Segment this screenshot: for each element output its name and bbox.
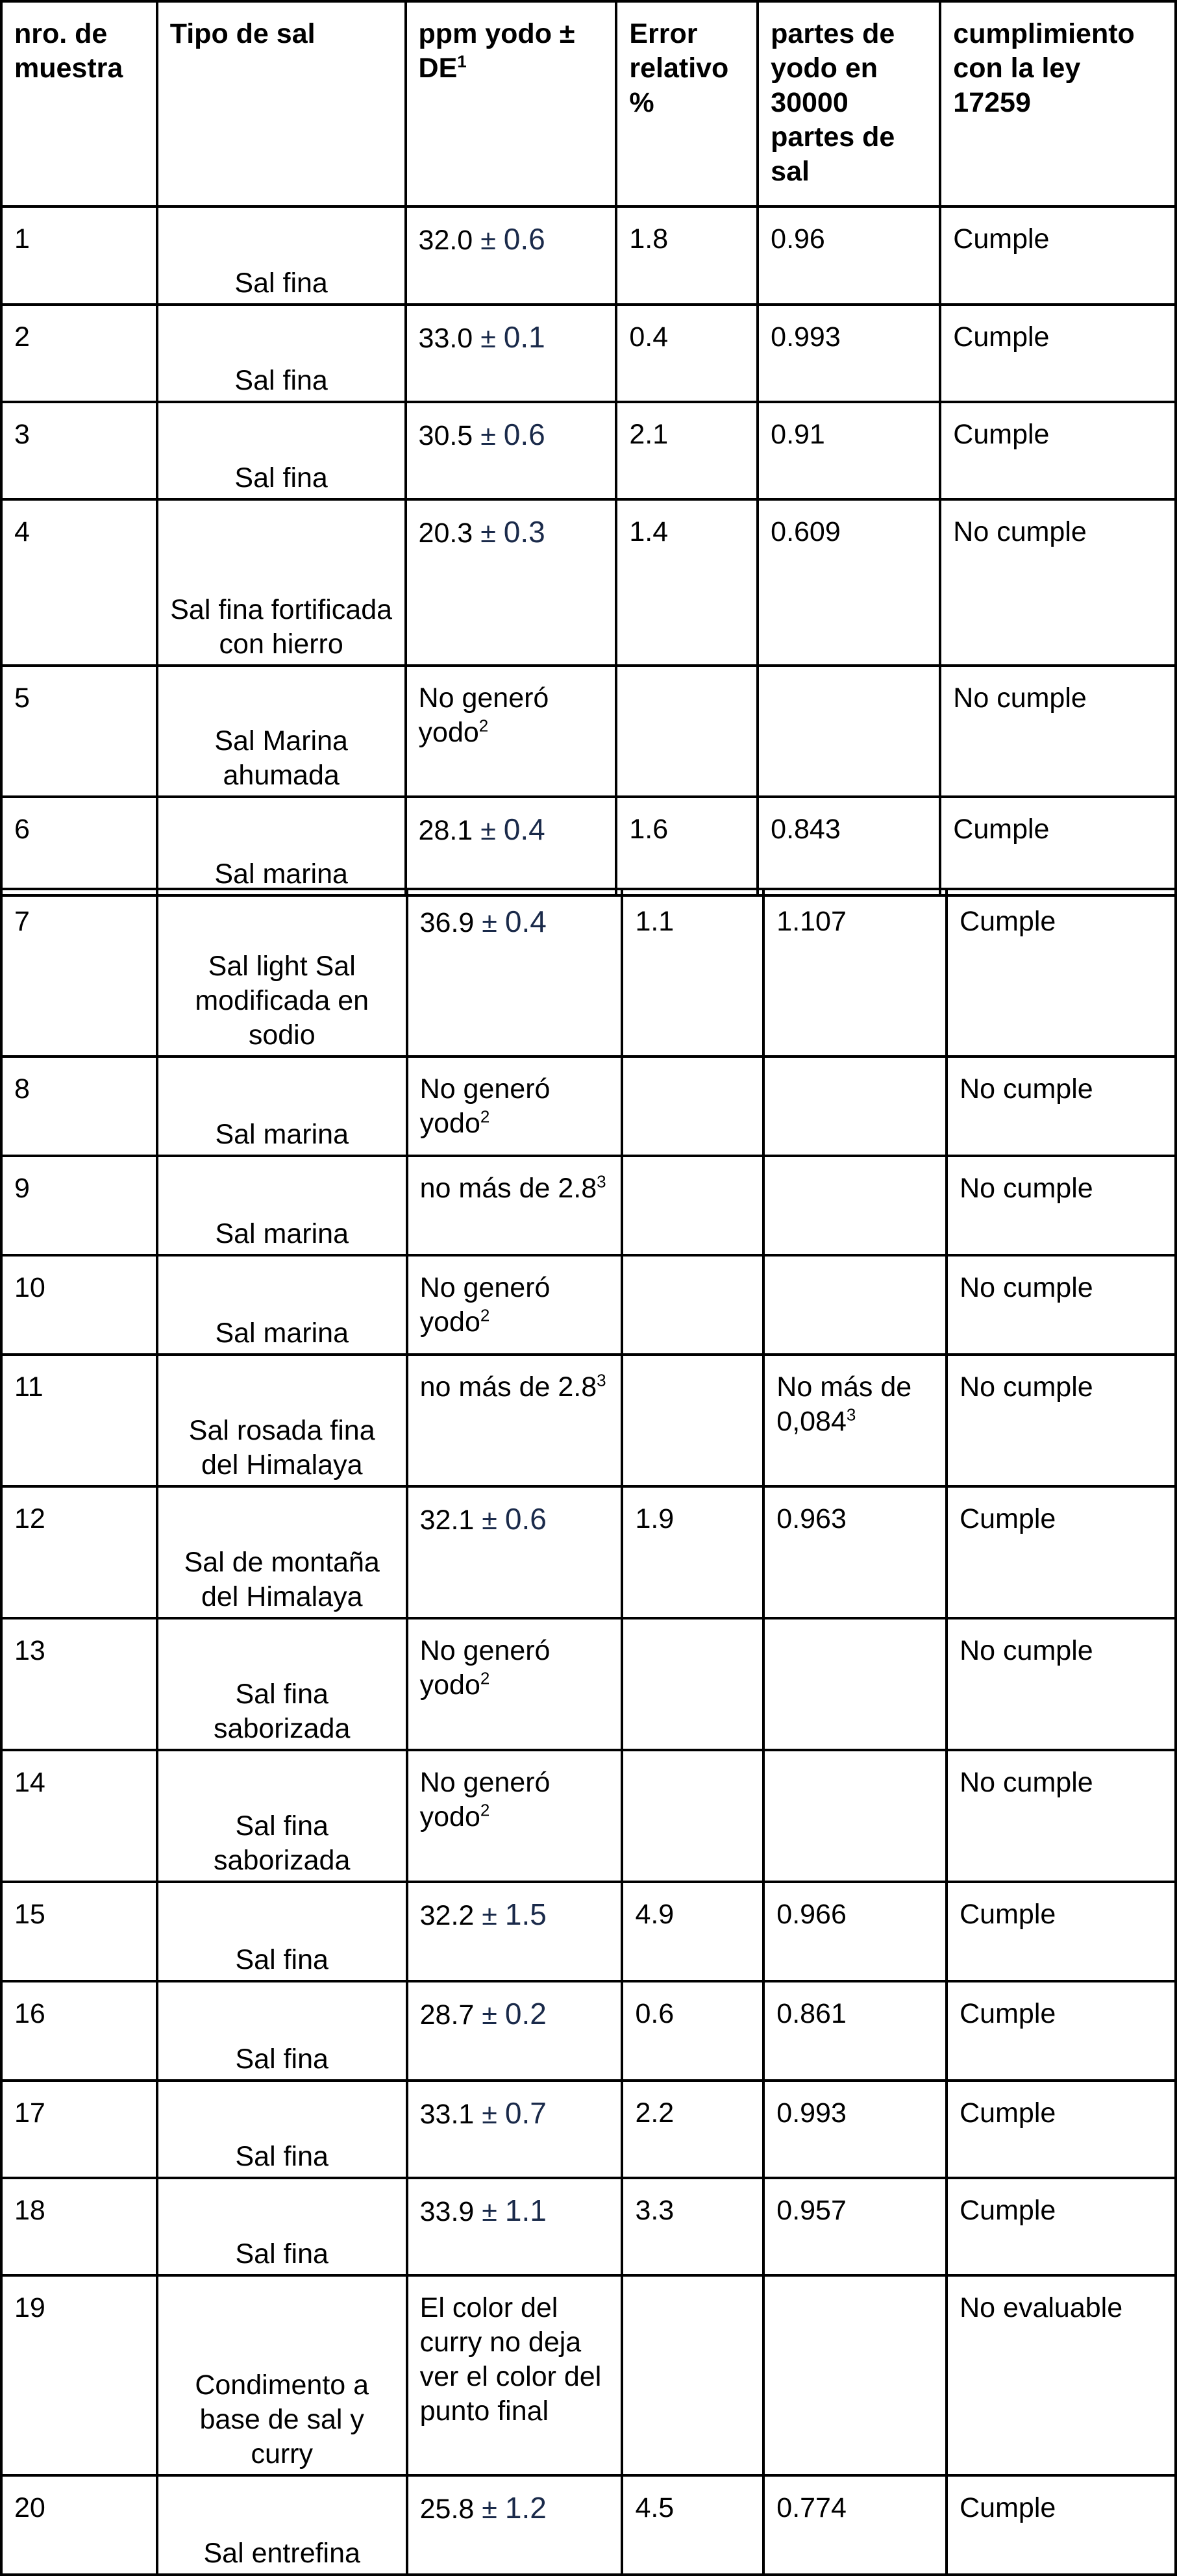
cell-muestra	[1, 1355, 157, 1486]
error-value: 1.6	[629, 814, 669, 845]
ppm-value: 32.1	[419, 1505, 475, 1536]
table-row	[1, 402, 1176, 499]
cell-error	[622, 1156, 763, 1255]
ppm-value: 28.1	[418, 815, 473, 846]
cell-error	[622, 1255, 763, 1355]
error-value: 2.2	[635, 2097, 675, 2129]
cumplimiento-status: Cumple	[960, 1998, 1056, 2029]
table-row	[1, 1486, 1176, 1618]
tipo-label: Sal marina	[215, 1218, 349, 1249]
cell-tipo	[157, 1486, 407, 1618]
cell-muestra	[1, 797, 157, 895]
ppm-value: 33.9	[419, 2196, 475, 2227]
cell-error	[622, 1981, 763, 2081]
cell-ppm	[407, 2275, 623, 2475]
cell-tipo	[157, 206, 406, 305]
cell-cumplimiento	[947, 1750, 1176, 1882]
cell-ppm	[407, 1156, 623, 1255]
cell-partes	[763, 2081, 947, 2178]
ppm-note: No generó yodo	[418, 682, 549, 748]
cell-ppm	[406, 797, 617, 895]
cumplimiento-status: Cumple	[960, 1503, 1056, 1534]
cell-partes	[763, 1750, 947, 1882]
table-row	[1, 2475, 1176, 2575]
cell-cumplimiento	[947, 2178, 1176, 2275]
cell-cumplimiento	[947, 2475, 1176, 2575]
table-row	[1, 305, 1176, 402]
table-row	[1, 2275, 1176, 2475]
cell-partes	[763, 1255, 947, 1355]
cell-partes	[763, 1486, 947, 1618]
ppm-note: No generó yodo	[419, 1073, 551, 1139]
header-cumplimiento: cumplimiento con la ley 17259	[940, 1, 1176, 206]
cumplimiento-status: No cumple	[960, 1371, 1093, 1403]
ppm-note: El color del curry no deja ver el color del punto final	[419, 2292, 602, 2427]
cell-ppm	[407, 1882, 623, 1981]
ppm-value: 33.1	[419, 2099, 475, 2130]
table-row	[1, 797, 1176, 895]
cell-partes	[763, 889, 947, 1057]
cell-error	[616, 305, 758, 402]
partes-value: 0.91	[771, 419, 825, 450]
cell-ppm	[406, 206, 617, 305]
ppm-value: 30.5	[418, 420, 473, 451]
cell-tipo	[157, 797, 406, 895]
table-row	[1, 1750, 1176, 1882]
tipo-label: Condimento a base de sal y curry	[195, 2370, 369, 2470]
cell-ppm	[407, 1618, 623, 1750]
cumplimiento-status: Cumple	[960, 1899, 1056, 1930]
cell-muestra	[1, 206, 157, 305]
muestra-number: 19	[14, 2292, 45, 2323]
muestra-number: 2	[14, 321, 30, 353]
cell-error	[622, 1882, 763, 1981]
ppm-value: 33.0	[418, 323, 473, 354]
cell-partes	[763, 1355, 947, 1486]
cell-muestra	[1, 1981, 157, 2081]
cell-tipo	[157, 1981, 407, 2081]
error-value: 1.1	[635, 906, 675, 937]
ppm-sd: 0.6	[503, 222, 545, 256]
cell-cumplimiento	[947, 2081, 1176, 2178]
cell-muestra	[1, 1750, 157, 1882]
cell-tipo	[157, 1618, 407, 1750]
cell-ppm	[407, 1355, 623, 1486]
ppm-footnote: 2	[480, 1305, 490, 1325]
cell-tipo	[157, 305, 406, 402]
cell-cumplimiento	[947, 1618, 1176, 1750]
ppm-sd: 0.2	[504, 1997, 547, 2031]
cumplimiento-status: Cumple	[953, 321, 1050, 353]
cell-partes	[758, 666, 940, 797]
table-row	[1, 1618, 1176, 1750]
cell-muestra	[1, 1156, 157, 1255]
cumplimiento-status: Cumple	[960, 2492, 1056, 2523]
cell-ppm	[407, 1255, 623, 1355]
ppm-sd: 0.3	[503, 515, 545, 549]
cell-ppm	[406, 305, 617, 402]
cell-muestra	[1, 1882, 157, 1981]
muestra-number: 12	[14, 1503, 45, 1534]
cumplimiento-status: No cumple	[960, 1173, 1093, 1204]
ppm-footnote: 2	[480, 1107, 490, 1127]
ppm-plusminus: ±	[480, 323, 496, 354]
cell-cumplimiento	[940, 206, 1176, 305]
cumplimiento-status: Cumple	[960, 906, 1056, 937]
ppm-note: No generó yodo	[419, 1272, 551, 1338]
cell-tipo	[157, 666, 406, 797]
cell-error	[622, 2475, 763, 2575]
cell-cumplimiento	[947, 1486, 1176, 1618]
cell-tipo	[157, 1057, 407, 1156]
ppm-note: no más de 2.8	[419, 1371, 597, 1403]
cell-partes	[758, 305, 940, 402]
cumplimiento-status: No cumple	[960, 1272, 1093, 1303]
cell-cumplimiento	[947, 1355, 1176, 1486]
cell-muestra	[1, 1486, 157, 1618]
cell-cumplimiento	[947, 1882, 1176, 1981]
muestra-number: 15	[14, 1899, 45, 1930]
error-value: 4.5	[635, 2492, 675, 2523]
cell-cumplimiento	[947, 1981, 1176, 2081]
cell-partes	[758, 499, 940, 666]
ppm-value: 36.9	[419, 907, 475, 938]
cell-muestra	[1, 2275, 157, 2475]
cumplimiento-status: No cumple	[960, 1767, 1093, 1798]
muestra-number: 10	[14, 1272, 45, 1303]
tipo-label: Sal marina	[215, 1119, 349, 1150]
cell-tipo	[157, 889, 407, 1057]
muestra-number: 4	[14, 516, 30, 547]
cell-cumplimiento	[940, 402, 1176, 499]
cell-ppm	[406, 499, 617, 666]
header-partes: partes de yodo en 30000 partes de sal	[758, 1, 940, 206]
cell-muestra	[1, 2475, 157, 2575]
error-value: 1.8	[629, 223, 669, 255]
ppm-note: No generó yodo	[419, 1635, 551, 1701]
partes-value: 0.993	[771, 321, 841, 353]
table-row	[1, 889, 1176, 1057]
cumplimiento-status: Cumple	[953, 419, 1050, 450]
muestra-number: 18	[14, 2195, 45, 2226]
ppm-note: no más de 2.8	[419, 1173, 597, 1204]
cell-error	[622, 2081, 763, 2178]
ppm-value: 20.3	[418, 518, 473, 549]
cumplimiento-status: Cumple	[960, 2097, 1056, 2129]
partes-value: 1.107	[776, 906, 847, 937]
cell-error	[616, 206, 758, 305]
muestra-number: 20	[14, 2492, 45, 2523]
cell-tipo	[157, 1255, 407, 1355]
table-row	[1, 666, 1176, 797]
ppm-footnote: 3	[597, 1171, 606, 1192]
error-value: 2.1	[629, 419, 669, 450]
cell-error	[622, 2275, 763, 2475]
partes-value: 0.993	[776, 2097, 847, 2129]
ppm-plusminus: ±	[482, 1505, 497, 1536]
tipo-label: Sal fina	[235, 2141, 328, 2172]
cell-error	[616, 402, 758, 499]
cell-partes	[763, 1618, 947, 1750]
ppm-sd: 0.7	[504, 2096, 547, 2130]
error-value: 1.4	[629, 516, 669, 547]
table-row	[1, 1057, 1176, 1156]
partes-value: 0.96	[771, 223, 825, 255]
cell-muestra	[1, 889, 157, 1057]
cell-tipo	[157, 402, 406, 499]
muestra-number: 9	[14, 1173, 30, 1204]
muestra-number: 8	[14, 1073, 30, 1105]
ppm-plusminus: ±	[482, 1999, 497, 2031]
ppm-sd: 0.6	[503, 418, 545, 451]
cell-tipo	[157, 1882, 407, 1981]
tipo-label: Sal fina saborizada	[214, 1810, 351, 1876]
cumplimiento-status: No cumple	[960, 1073, 1093, 1105]
cell-ppm	[407, 1057, 623, 1156]
salt-iodine-table-part2	[0, 888, 1177, 2576]
cell-error	[622, 1750, 763, 1882]
muestra-number: 1	[14, 223, 30, 255]
ppm-plusminus: ±	[480, 225, 496, 256]
cell-error	[616, 666, 758, 797]
cell-partes	[763, 1057, 947, 1156]
ppm-plusminus: ±	[482, 2196, 497, 2227]
cell-tipo	[157, 2475, 407, 2575]
muestra-number: 5	[14, 682, 30, 714]
partes-value: 0.774	[776, 2492, 847, 2523]
tipo-label: Sal marina	[214, 858, 348, 890]
table-row	[1, 206, 1176, 305]
ppm-footnote: 2	[480, 1800, 490, 1820]
cell-cumplimiento	[947, 2275, 1176, 2475]
muestra-number: 17	[14, 2097, 45, 2129]
partes-value: No más de 0,084	[776, 1371, 912, 1437]
ppm-sd: 1.5	[504, 1897, 547, 1931]
ppm-sd: 1.1	[504, 2194, 547, 2227]
ppm-plusminus: ±	[482, 907, 497, 938]
cell-partes	[763, 2275, 947, 2475]
cell-cumplimiento	[940, 797, 1176, 895]
ppm-value: 32.2	[419, 1900, 475, 1931]
table-row	[1, 1355, 1176, 1486]
cell-partes	[758, 402, 940, 499]
partes-value: 0.966	[776, 1899, 847, 1930]
muestra-number: 3	[14, 419, 30, 450]
cumplimiento-status: No cumple	[960, 1635, 1093, 1666]
table-row	[1, 2081, 1176, 2178]
cell-error	[616, 499, 758, 666]
cell-ppm	[407, 2475, 623, 2575]
tipo-label: Sal de montaña del Himalaya	[184, 1547, 380, 1612]
ppm-plusminus: ±	[482, 2494, 497, 2525]
header-row	[1, 1, 1176, 206]
ppm-plusminus: ±	[480, 815, 496, 846]
header-error: Error relativo %	[616, 1, 758, 206]
table-row	[1, 1255, 1176, 1355]
ppm-footnote: 2	[478, 716, 489, 736]
table-row	[1, 499, 1176, 666]
cell-tipo	[157, 2275, 407, 2475]
ppm-sd: 1.2	[504, 2491, 547, 2525]
cell-tipo	[157, 2178, 407, 2275]
tipo-label: Sal Marina ahumada	[214, 725, 348, 791]
tipo-label: Sal fina	[234, 268, 328, 299]
cell-ppm	[407, 1981, 623, 2081]
tipo-label: Sal fina	[235, 2044, 328, 2075]
muestra-number: 11	[14, 1371, 43, 1403]
table-row	[1, 2178, 1176, 2275]
cell-partes	[758, 206, 940, 305]
cell-error	[622, 1355, 763, 1486]
error-value: 0.6	[635, 1998, 675, 2029]
cell-muestra	[1, 2081, 157, 2178]
cell-error	[622, 2178, 763, 2275]
cell-tipo	[157, 1750, 407, 1882]
cell-error	[622, 1618, 763, 1750]
cell-muestra	[1, 1057, 157, 1156]
header-tipo: Tipo de sal	[157, 1, 406, 206]
cell-cumplimiento	[940, 499, 1176, 666]
ppm-value: 25.8	[419, 2494, 475, 2525]
tipo-label: Sal fina	[234, 365, 328, 396]
cell-ppm	[407, 2178, 623, 2275]
muestra-number: 7	[14, 906, 30, 937]
header-ppm: ppm yodo ± $DE^1$	[406, 1, 617, 206]
cell-error	[622, 889, 763, 1057]
cell-ppm	[407, 889, 623, 1057]
partes-value: 0.963	[776, 1503, 847, 1534]
partes-value: 0.861	[776, 1998, 847, 2029]
cell-tipo	[157, 1355, 407, 1486]
cell-cumplimiento	[947, 1057, 1176, 1156]
cell-partes	[763, 1156, 947, 1255]
ppm-plusminus: ±	[482, 2099, 497, 2130]
cumplimiento-status: No cumple	[953, 682, 1087, 714]
cumplimiento-status: Cumple	[953, 814, 1050, 845]
cell-tipo	[157, 1156, 407, 1255]
cell-muestra	[1, 2178, 157, 2275]
cell-partes	[763, 2178, 947, 2275]
cumplimiento-status: Cumple	[953, 223, 1050, 255]
cell-muestra	[1, 1255, 157, 1355]
cumplimiento-status: Cumple	[960, 2195, 1056, 2226]
muestra-number: 6	[14, 814, 30, 845]
cell-cumplimiento	[947, 889, 1176, 1057]
error-value: 3.3	[635, 2195, 675, 2226]
cell-error	[622, 1486, 763, 1618]
tipo-label: Sal entrefina	[203, 2538, 360, 2569]
ppm-plusminus: ±	[482, 1900, 497, 1931]
cell-error	[616, 797, 758, 895]
ppm-sd: 0.1	[503, 320, 545, 354]
cell-cumplimiento	[940, 305, 1176, 402]
ppm-sd: 0.6	[504, 1502, 547, 1536]
cell-muestra	[1, 666, 157, 797]
cell-ppm	[406, 402, 617, 499]
muestra-number: 14	[14, 1767, 45, 1798]
tipo-label: Sal fina fortificada con hierro	[170, 594, 393, 660]
cumplimiento-status: No cumple	[953, 516, 1087, 547]
salt-iodine-table-part1	[0, 0, 1177, 897]
cell-ppm	[407, 1486, 623, 1618]
tipo-label: Sal fina	[235, 2238, 328, 2270]
cell-tipo	[157, 2081, 407, 2178]
cell-cumplimiento	[947, 1255, 1176, 1355]
tipo-label: Sal rosada fina del Himalaya	[188, 1415, 375, 1481]
partes-value: 0.957	[776, 2195, 847, 2226]
cell-muestra	[1, 1618, 157, 1750]
cell-cumplimiento	[947, 1156, 1176, 1255]
ppm-footnote: 2	[480, 1668, 490, 1688]
ppm-footnote: 3	[597, 1370, 606, 1390]
ppm-value: 28.7	[419, 1999, 475, 2031]
muestra-number: 16	[14, 1998, 45, 2029]
ppm-plusminus: ±	[480, 420, 496, 451]
header-muestra: nro. de muestra	[1, 1, 157, 206]
table-row	[1, 1156, 1176, 1255]
cell-partes	[763, 2475, 947, 2575]
tipo-label: Sal fina	[234, 462, 328, 494]
ppm-note: No generó yodo	[419, 1767, 551, 1832]
error-value: 4.9	[635, 1899, 675, 1930]
cell-partes	[763, 1981, 947, 2081]
cell-muestra	[1, 402, 157, 499]
cell-ppm	[407, 2081, 623, 2178]
cell-partes	[758, 797, 940, 895]
ppm-sd: 0.4	[504, 905, 547, 938]
cell-ppm	[406, 666, 617, 797]
cumplimiento-status: No evaluable	[960, 2292, 1123, 2323]
partes-value: 0.843	[771, 814, 841, 845]
muestra-number: 13	[14, 1635, 45, 1666]
tipo-label: Sal fina saborizada	[214, 1679, 351, 1744]
cell-muestra	[1, 305, 157, 402]
cell-ppm	[407, 1750, 623, 1882]
tipo-label: Sal light Sal modificada en sodio	[195, 951, 369, 1051]
partes-value: 0.609	[771, 516, 841, 547]
tipo-label: Sal marina	[215, 1318, 349, 1349]
table-row	[1, 1882, 1176, 1981]
partes-footnote: 3	[846, 1405, 856, 1425]
cell-tipo	[157, 499, 406, 666]
ppm-sd: 0.4	[503, 812, 545, 846]
cell-error	[622, 1057, 763, 1156]
error-value: 1.9	[635, 1503, 675, 1534]
ppm-value: 32.0	[418, 225, 473, 256]
error-value: 0.4	[629, 321, 669, 353]
ppm-plusminus: ±	[480, 518, 496, 549]
cell-cumplimiento	[940, 666, 1176, 797]
tipo-label: Sal fina	[235, 1944, 328, 1975]
cell-muestra	[1, 499, 157, 666]
cell-partes	[763, 1882, 947, 1981]
table-row	[1, 1981, 1176, 2081]
